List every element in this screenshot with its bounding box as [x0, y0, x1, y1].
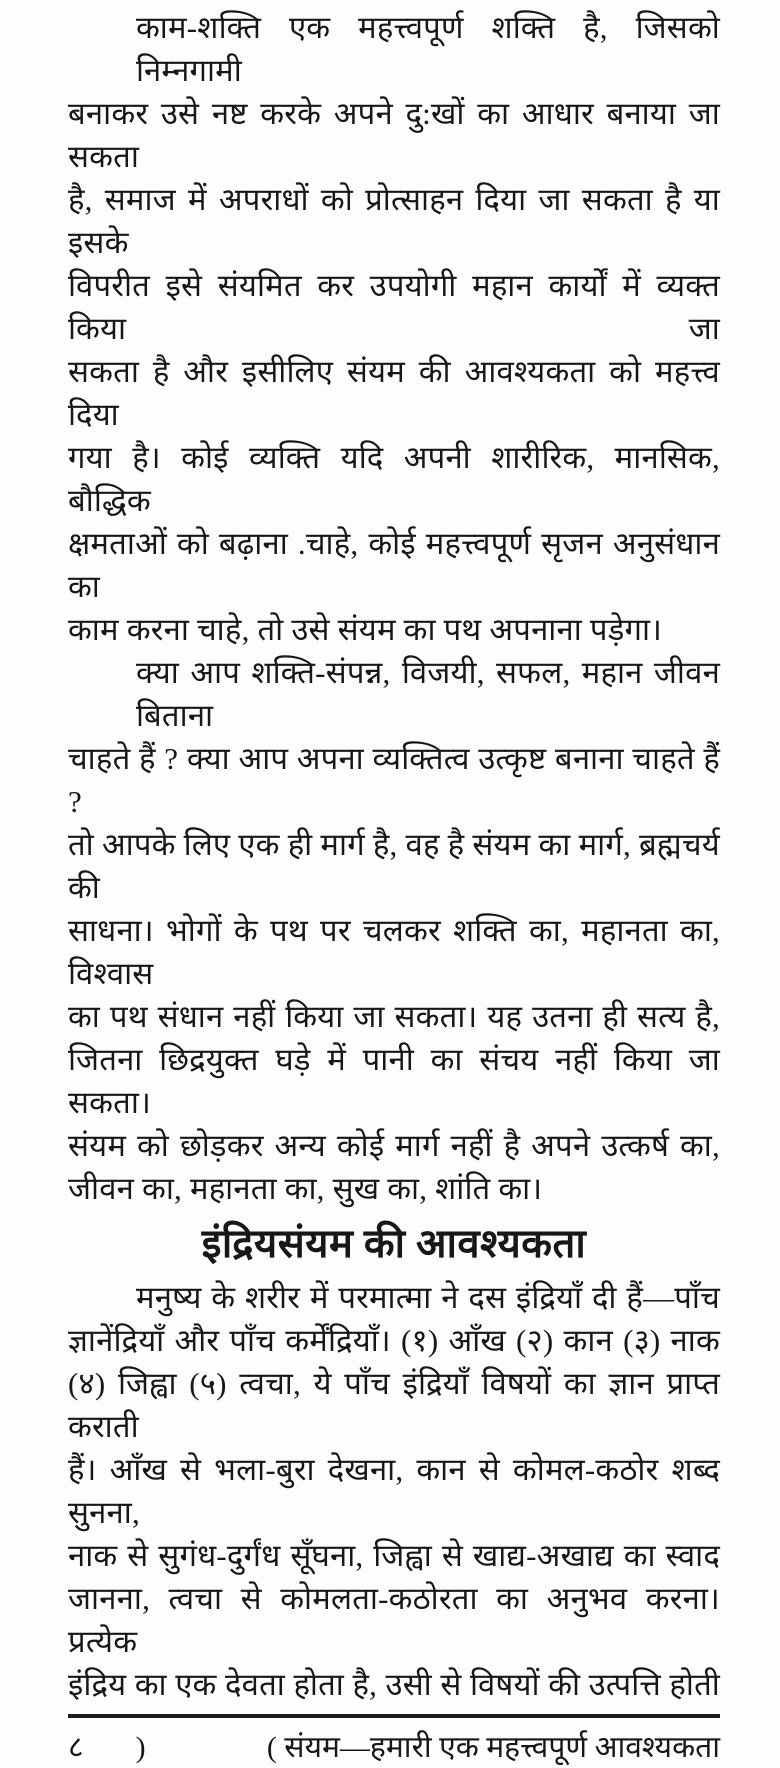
text-line: मनुष्य के शरीर में परमात्मा ने दस इंद्रियाँ दी हैं—पाँच	[136, 1280, 720, 1315]
paragraph	[68, 6, 720, 651]
text-line: जितना छिद्रयुक्त घड़े में पानी का संचय नहीं किया जा सकता।	[68, 1042, 720, 1120]
text-line: जीवन का, महानता का, सुख का, शांति का।	[68, 1171, 543, 1206]
page-number: ८	[68, 1731, 84, 1764]
text-line: गया है। कोई व्यक्ति यदि अपनी शारीरिक, मानसिक, बौद्धिक	[68, 440, 720, 518]
text-line: सकता है और इसीलिए संयम की आवश्यकता को महत्त्व दिया	[68, 354, 720, 432]
text-line: संयम को छोड़कर अन्य कोई मार्ग नहीं है अपने उत्कर्ष का,	[68, 1128, 720, 1163]
paragraph	[68, 651, 720, 1210]
text-line: साधना। भोगों के पथ पर चलकर शक्ति का, महानता का, विश्वास	[68, 913, 720, 991]
text-line: चाहते हैं ? क्या आप अपना व्यक्तित्व उत्कृष्ट बनाना चाहते हैं ?	[68, 741, 720, 819]
text-line: हैं। आँख से भला-बुरा देखना, कान से कोमल-कठोर शब्द सुनना,	[68, 1452, 720, 1530]
text-line: (४) जिह्वा (५) त्वचा, ये पाँच इंद्रियाँ विषयों का ज्ञान प्राप्त कराती	[68, 1366, 720, 1444]
text-line: ज्ञानेंद्रियाँ और पाँच कर्मेंद्रियाँ। (१) आँख (२) कान (३) नाक	[68, 1323, 720, 1358]
text-line: तो आपके लिए एक ही मार्ग है, वह है संयम का मार्ग, ब्रह्मचर्य की	[68, 827, 720, 905]
page-body	[68, 6, 720, 1706]
text-line: का पथ संधान नहीं किया जा सकता। यह उतना ही सत्य है,	[68, 999, 720, 1034]
text-line: क्षमताओं को बढ़ाना .चाहे, कोई महत्त्वपूर्ण सृजन अनुसंधान का	[68, 526, 720, 604]
footer-close-paren: )	[135, 1731, 146, 1764]
text-line: काम करना चाहे, तो उसे संयम का पथ अपनाना पड़ेगा।	[68, 612, 663, 647]
footer-page-number-group	[68, 1728, 146, 1768]
text-line: काम-शक्ति एक महत्त्वपूर्ण शक्ति है, जिसको निम्नगामी	[136, 10, 720, 88]
text-line: इंद्रिय का एक देवता होता है, उसी से विषयों की उत्पत्ति होती	[68, 1667, 720, 1702]
text-line: बनाकर उसे नष्ट करके अपने दु:खों का आधार बनाया जा सकता	[68, 96, 720, 174]
text-line: विपरीत इसे संयमित कर उपयोगी महान कार्यों में व्यक्त किया जा	[68, 268, 720, 346]
text-line: नाक से सुगंध-दुर्गंध सूँघना, जिह्वा से खाद्य-अखाद्य का स्वाद	[68, 1538, 720, 1573]
page-footer	[68, 1714, 720, 1768]
text-line: है, समाज में अपराधों को प्रोत्साहन दिया जा सकता है या इसके	[68, 182, 720, 260]
paragraph	[68, 1276, 720, 1706]
text-line: क्या आप शक्ति-संपन्न, विजयी, सफल, महान जीवन बिताना	[136, 655, 720, 733]
section-heading: इंद्रियसंयम की आवश्यकता	[201, 1221, 587, 1266]
text-line: जानना, त्वचा से कोमलता-कठोरता का अनुभव करना। प्रत्येक	[68, 1581, 720, 1659]
footer-book-title: ( संयम—हमारी एक महत्त्वपूर्ण आवश्यकता	[266, 1731, 720, 1764]
